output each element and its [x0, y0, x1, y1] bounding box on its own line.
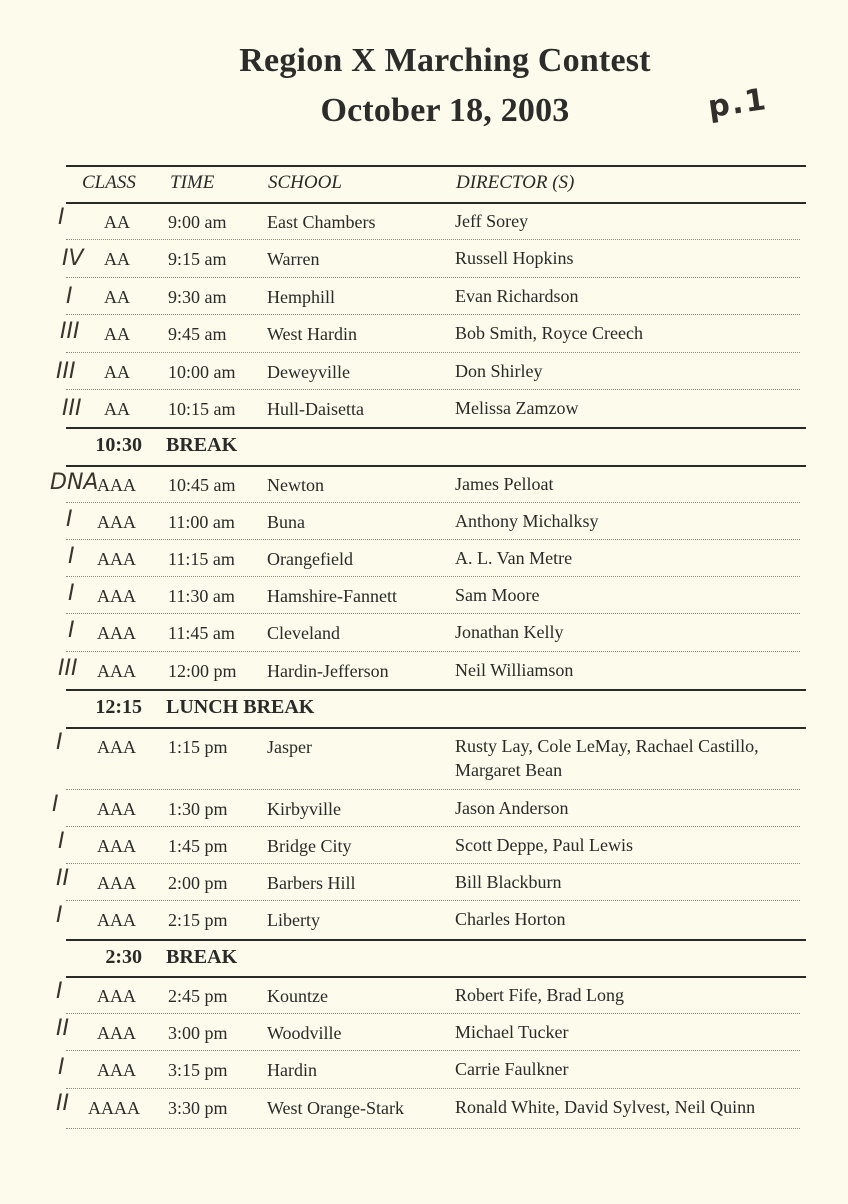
- time-cell: 2:00 pm: [168, 873, 228, 893]
- school-cell: Newton: [267, 475, 324, 495]
- handwritten-rating: I: [68, 618, 75, 643]
- director-cell: [455, 321, 643, 345]
- schedule-row: [0, 353, 848, 390]
- school-cell: Hardin-Jefferson: [267, 661, 389, 681]
- director-cell: [455, 907, 565, 931]
- schedule-row: [0, 728, 848, 790]
- schedule-row: [0, 240, 848, 278]
- school-cell: Buna: [267, 512, 305, 532]
- break-label: BREAK: [166, 946, 238, 968]
- director-line: Michael Tucker: [455, 1022, 569, 1042]
- class-cell: AAA: [97, 1023, 136, 1043]
- class-cell: AA: [104, 212, 130, 232]
- time-cell: 2:45 pm: [168, 986, 228, 1006]
- director-cell: [455, 983, 624, 1007]
- director-cell: [455, 583, 540, 607]
- school-cell: East Chambers: [267, 212, 376, 232]
- handwritten-rating: II: [56, 1091, 69, 1116]
- director-line: Evan Richardson: [455, 286, 579, 306]
- class-cell: AAA: [97, 737, 136, 757]
- director-line: Melissa Zamzow: [455, 398, 579, 418]
- schedule-row: [0, 1089, 848, 1129]
- schedule-row: [0, 315, 848, 353]
- handwritten-rating: I: [52, 792, 59, 817]
- handwritten-rating: II: [56, 866, 69, 891]
- break-time: 2:30: [105, 946, 142, 968]
- time-cell: 10:15 am: [168, 399, 236, 419]
- handwritten-rating: I: [66, 507, 73, 532]
- handwritten-rating: III: [60, 319, 80, 344]
- header-time: TIME: [170, 172, 215, 193]
- handwritten-rating: I: [58, 829, 65, 854]
- schedule-row: [0, 540, 848, 577]
- row-divider: [66, 1128, 800, 1129]
- time-cell: 12:00 pm: [168, 661, 237, 681]
- school-cell: Cleveland: [267, 623, 340, 643]
- handwritten-rating: I: [56, 903, 63, 928]
- class-cell: AAA: [97, 910, 136, 930]
- school-cell: Barbers Hill: [267, 873, 356, 893]
- schedule-row: [0, 503, 848, 540]
- school-cell: West Orange-Stark: [267, 1098, 405, 1118]
- director-cell: [455, 1095, 755, 1119]
- school-cell: Kirbyville: [267, 799, 341, 819]
- director-line: Jason Anderson: [455, 798, 569, 818]
- school-cell: Hamshire-Fannett: [267, 586, 397, 606]
- break-row: [0, 690, 848, 728]
- school-cell: West Hardin: [267, 324, 358, 344]
- class-cell: AAA: [97, 986, 136, 1006]
- time-cell: 9:00 am: [168, 212, 227, 232]
- break-label: LUNCH BREAK: [166, 696, 315, 718]
- school-cell: Hull-Daisetta: [267, 399, 364, 419]
- class-cell: AAA: [97, 549, 136, 569]
- break-time: 10:30: [95, 434, 142, 456]
- director-line: James Pelloat: [455, 474, 554, 494]
- school-cell: Bridge City: [267, 836, 352, 856]
- schedule-row: [0, 577, 848, 614]
- director-cell: [455, 246, 574, 270]
- director-line: A. L. Van Metre: [455, 548, 573, 568]
- director-cell: [455, 472, 553, 496]
- time-cell: 11:00 am: [168, 512, 235, 532]
- director-cell: [455, 509, 599, 533]
- director-cell: [455, 734, 759, 782]
- document-title: Region X Marching Contest: [239, 42, 651, 79]
- document-date: October 18, 2003: [320, 92, 570, 129]
- school-cell: Hardin: [267, 1060, 317, 1080]
- class-cell: AAA: [97, 873, 136, 893]
- time-cell: 9:15 am: [168, 249, 227, 269]
- handwritten-rating: IV: [62, 246, 84, 271]
- handwritten-rating: DNA: [50, 470, 99, 495]
- handwritten-rating: I: [68, 581, 75, 606]
- time-cell: 9:30 am: [168, 287, 227, 307]
- handwritten-rating: I: [68, 544, 75, 569]
- time-cell: 9:45 am: [168, 324, 227, 344]
- handwritten-page-mark: p.1: [705, 82, 770, 125]
- schedule-row: [0, 652, 848, 690]
- class-cell: AAA: [97, 1060, 136, 1080]
- director-line: Don Shirley: [455, 361, 543, 381]
- director-line: Scott Deppe, Paul Lewis: [455, 835, 633, 855]
- class-cell: AAA: [97, 475, 136, 495]
- school-cell: Hemphill: [267, 287, 335, 307]
- header-top-rule: [66, 165, 806, 167]
- class-cell: AAAA: [88, 1098, 140, 1118]
- handwritten-rating: I: [56, 979, 63, 1004]
- header-school: SCHOOL: [268, 172, 342, 193]
- director-cell: [455, 796, 569, 820]
- schedule-row: [0, 790, 848, 827]
- director-cell: [455, 658, 573, 682]
- director-line: Carrie Faulkner: [455, 1059, 569, 1079]
- director-line: Charles Horton: [455, 909, 566, 929]
- schedule-row: [0, 827, 848, 864]
- time-cell: 3:00 pm: [168, 1023, 228, 1043]
- schedule-row: [0, 614, 848, 652]
- break-time: 12:15: [95, 696, 142, 718]
- class-cell: AA: [104, 324, 130, 344]
- break-row: [0, 428, 848, 466]
- director-cell: [455, 284, 578, 308]
- schedule-row: [0, 278, 848, 315]
- director-cell: [455, 833, 633, 857]
- director-cell: [455, 620, 563, 644]
- director-line: Ronald White, David Sylvest, Neil Quinn: [455, 1097, 756, 1117]
- header-class: CLASS: [82, 172, 136, 193]
- class-cell: AAA: [97, 623, 136, 643]
- time-cell: 11:30 am: [168, 586, 235, 606]
- handwritten-rating: I: [56, 730, 63, 755]
- schedule-row: [0, 864, 848, 901]
- handwritten-rating: III: [56, 359, 76, 384]
- school-cell: Jasper: [267, 737, 312, 757]
- class-cell: AAA: [97, 586, 136, 606]
- director-cell: [455, 1057, 568, 1081]
- director-line: Neil Williamson: [455, 660, 574, 680]
- school-cell: Deweyville: [267, 362, 350, 382]
- school-cell: Liberty: [267, 910, 320, 930]
- time-cell: 1:30 pm: [168, 799, 228, 819]
- director-line: Bob Smith, Royce Creech: [455, 323, 643, 343]
- schedule-row: [0, 390, 848, 428]
- time-cell: 10:45 am: [168, 475, 236, 495]
- schedule-row: [0, 203, 848, 240]
- schedule-row: [0, 1014, 848, 1051]
- director-cell: [455, 209, 528, 233]
- director-line: Robert Fife, Brad Long: [455, 985, 624, 1005]
- school-cell: Warren: [267, 249, 320, 269]
- handwritten-rating: I: [66, 284, 73, 309]
- time-cell: 1:45 pm: [168, 836, 228, 856]
- schedule-row: [0, 466, 848, 503]
- director-cell: [455, 359, 543, 383]
- director-line: Bill Blackburn: [455, 872, 562, 892]
- schedule-row: [0, 977, 848, 1014]
- class-cell: AAA: [97, 661, 136, 681]
- director-line: Anthony Michalksy: [455, 511, 599, 531]
- director-line: Russell Hopkins: [455, 248, 574, 268]
- director-cell: [455, 1020, 568, 1044]
- handwritten-rating: III: [58, 656, 78, 681]
- break-row: [0, 940, 848, 977]
- handwritten-rating: III: [62, 396, 82, 421]
- school-cell: Woodville: [267, 1023, 342, 1043]
- time-cell: 3:30 pm: [168, 1098, 228, 1118]
- class-cell: AAA: [97, 836, 136, 856]
- time-cell: 1:15 pm: [168, 737, 228, 757]
- class-cell: AAA: [97, 512, 136, 532]
- class-cell: AA: [104, 287, 130, 307]
- director-line: Sam Moore: [455, 585, 540, 605]
- time-cell: 10:00 am: [168, 362, 236, 382]
- class-cell: AA: [104, 362, 130, 382]
- header-director: DIRECTOR (S): [456, 172, 575, 193]
- director-line: Rusty Lay, Cole LeMay, Rachael Castillo,: [455, 736, 759, 756]
- director-line: Margaret Bean: [455, 760, 563, 780]
- time-cell: 3:15 pm: [168, 1060, 228, 1080]
- director-cell: [455, 870, 562, 894]
- break-label: BREAK: [166, 434, 238, 456]
- school-cell: Kountze: [267, 986, 328, 1006]
- time-cell: 2:15 pm: [168, 910, 228, 930]
- director-line: Jeff Sorey: [455, 211, 529, 231]
- class-cell: AAA: [97, 799, 136, 819]
- director-cell: [455, 396, 578, 420]
- class-cell: AA: [104, 249, 130, 269]
- schedule-row: [0, 1051, 848, 1089]
- handwritten-rating: I: [58, 205, 65, 230]
- director-line: Jonathan Kelly: [455, 622, 564, 642]
- handwritten-rating: II: [56, 1016, 69, 1041]
- handwritten-rating: I: [58, 1055, 65, 1080]
- school-cell: Orangefield: [267, 549, 353, 569]
- time-cell: 11:15 am: [168, 549, 235, 569]
- schedule-row: [0, 901, 848, 940]
- class-cell: AA: [104, 399, 130, 419]
- director-cell: [455, 546, 572, 570]
- time-cell: 11:45 am: [168, 623, 235, 643]
